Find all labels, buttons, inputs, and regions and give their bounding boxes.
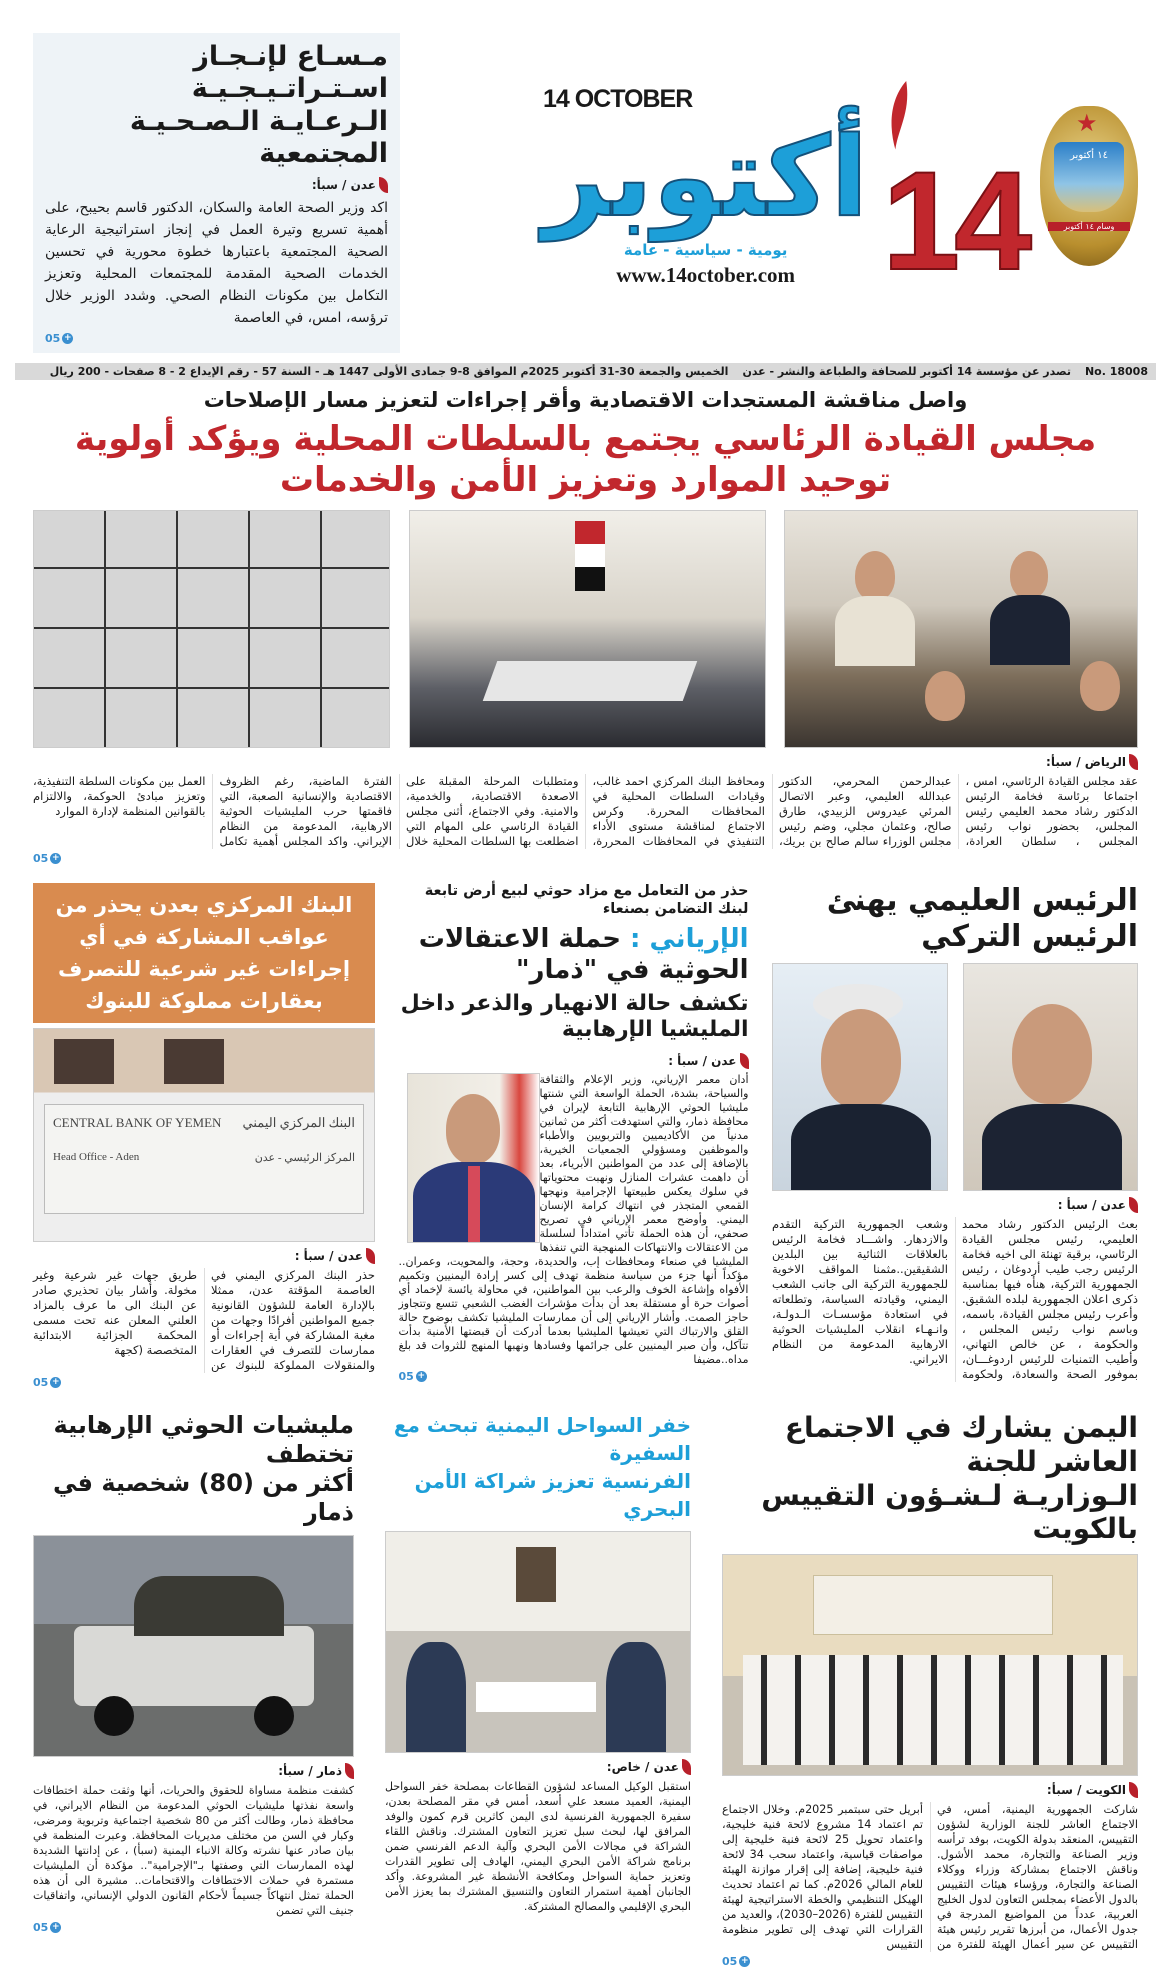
kuwait-story [722,1411,1138,1967]
header-row [33,20,1138,353]
alimi-story [772,883,1138,1382]
dhamar-headline [33,1411,354,1526]
dateline-text: عدن / خاص: [606,1760,679,1775]
bank-continued-link[interactable] [33,1376,375,1389]
top-story-headline-1: مـسـاع لإنـجـاز اسـتـراتـيـجـيـة [191,41,388,105]
publisher: تصدر عن مؤسسة 14 أكتوبر للصحافة والطباعة والنشر - عدن [742,364,1071,378]
dateline-text: الرياض / سبأ: [1046,755,1126,770]
plus-icon: + [52,853,60,864]
lead-photo-council [784,510,1138,748]
top-story-dateline [45,177,388,193]
headline-name: الإرياني : [630,924,749,955]
dhamar-dateline [33,1763,354,1779]
eryani-headline-1 [399,924,749,986]
logo-number: 14 [882,142,1026,300]
sign-english: CENTRAL BANK OF YEMEN [53,1115,222,1131]
alimi-photos [772,963,1138,1191]
headline-line: مليشيات الحوثي الإرهابية تختطف [53,1411,354,1469]
dateline-text: الكويت / سبأ: [1046,1782,1126,1797]
alimi-body: بعث الرئيس الدكتور رشاد محمد العليمي، رئيس مجلس القيادة الرئاسي، برقية تهنئة الى اخيه فخامة الرئيس رجب طيب أردوغان ، رئيس الجمهورية التركية، هنأه فيها بمناسبة ذكرى اعلان الجمهورية لبلده الشقيق. وأعرب رئيس مجلس القيادة، باسمه، وباسم نواب رئيس المجلس ، والحكومة ، عن خالص التهاني، وأطيب التمنيات للرئيس اردوغـــان، بموفور الصحة والسعادة، ولحكومة وشعب الجمهورية التركية التقدم والازدهار. واشـــاد فخامة الرئيس بالعلاقات الثنائية بين البلدين الشقيقين..مثمنا المواقف الاخوية للجمهورية التركية الى جانب الشعب اليمني، وقيادته السياسة، وتطلعاته في استعادة مؤسسـات الـدولـة، وانـهـاء انقلاب المليشيات الحوثية الارهابية المدعومة من النظام الايراني. [772,1217,1138,1382]
kuwait-continued-link[interactable] [722,1955,1138,1968]
dateline-text: عدن / سبأ : [1057,1198,1126,1213]
badge-text: ١٤ أكتوبر [1070,150,1108,162]
bank-sign [44,1104,364,1214]
bank-story [33,883,375,1389]
lead-photos [33,510,1138,748]
page-ref: 05 [33,1376,49,1390]
coastguard-dateline [385,1759,691,1775]
kuwait-headline [722,1411,1138,1545]
quill-icon [366,1248,375,1264]
photo-houthi-vehicle [33,1535,354,1757]
quill-icon [379,177,388,193]
dateline-text: عدن / سبأ: [311,177,376,192]
quill-icon [1129,1782,1138,1798]
dateline-text: عدن / سبأ : [294,1249,363,1264]
photo-eryani [407,1073,540,1243]
continued-link[interactable] [45,332,388,345]
page-ref: 05 [33,1920,49,1934]
coastguard-headline [385,1411,691,1523]
headline-line: أكثر من (80) شخصية في ذمار [52,1468,354,1526]
lead-photo-meeting [409,510,766,748]
issue-number: No. 18008 [1084,364,1148,378]
photo-erdogan [772,963,948,1191]
top-story-headline-2: الـرعـايـة الـصـحـيـة المجتمعية [129,105,388,170]
badge-ribbon: وسام ١٤ أكتوبر [1048,222,1130,231]
headline-line: خفر السواحل اليمنية تبحث مع السفيرة [393,1413,691,1466]
photo-alimi [963,963,1138,1191]
kuwait-dateline [722,1782,1138,1798]
eryani-body-wrap [399,1073,749,1367]
kuwait-body: شاركت الجمهورية اليمنية، أمس، في الاجتماع العاشر للجنة الوزارية لشؤون التقييس، المنعقد بدولة الكويت، بوفد ترأسه وزير الصناعة والتجارة، محمد الأشول. وناقش الاجتماع بمشاركة وزراء ووكلاء الصناعة والتجارة، ورؤساء هيئات التقييس بالدول الأعضاء بمجلس التعاون لدول الخليج العربية، عدداً من المواضيع المدرجة في جدول الأعمال، من أبرزها تقرير رئيس هيئة التقييس عن سير أعمال الهيئة للفترة من أبريل حتى سبتمبر 2025م. وخلال الاجتماع تم اعتماد 14 مشروع لائحة فنية خليجية، واعتماد تحويل 25 لائحة فنية خليجية إلى مواصفات قياسية، واعتماد سحب 34 لائحة فنية خليجية، إضافة إلى إقرار موازنة الهيئة للعام المالي 2026م. كما تم اعتماد تحديث الهيكل التنظيمي والخطة الاستراتيجية لهيئة التقييس للفترة (2026–2030)، والعديد من القرارات التي تهدف إلى تطوير منظومة التقييس [722,1802,1138,1951]
quill-icon [345,1763,354,1779]
eryani-body: أدان معمر الإرياني، وزير الإعلام والثقافة والسياحة، بشدة، الحملة الواسعة التي شنتها مليشيا الحوثي الإرهابية التابعة لإيران في محافظة ذمار، والتي استهدفت أكثر من ثمانين مدنياً من الأكاديميين والتربويين والأطباء والموظفين ومسؤولي الجمعيات الخيرية، بالإضافة إلى عدد من المواطنين الأبرياء، بعد أن داهمت عشرات المنازل ونهبت محتوياتها في سلوك يعكس طبيعتها الإجرامية ونهجها القمعي المتجذر في انتهاك كرامة الإنسان اليمني. وأوضح معمر الإرياني في تصريح صحفي، أن هذه الحملة تأتي امتداداً لسلسلة من الاعتقالات والانتهاكات المنهجية التي تنفذها المليشيا في صنعاء ومحافظات إب، والحديدة، وحجة، والمحويت، وعمران.. مؤكداً أنها جزء من سياسة منظمة تهدف إلى كسر إرادة اليمنيين وتكميم الأفواه وإشاعة الخوف والرعب بين المواطنين، في محاولة يائسة لإخماد أي أصوات حرة أو مستقلة بعد أن بدأت مؤشرات الغضب الشعبي تتسع وتتجاوز حاجز الصمت. وأشار الإرياني إلى أن ممارسات المليشيا تكشف بوضوح حالة القلق والارتباك التي تعيشها المليشيا بعدما أدركت أن قبضتها الأمنية بدأت تتآكل، وأن صبر اليمنيين على جرائمها وفسادها ونهبها المنهج للثروات قد بلغ مداه..مضيفا [398,1073,749,1367]
lead-continued-link[interactable] [33,852,1138,865]
top-story-body: اكد وزير الصحة العامة والسكان، الدكتور قاسم بحيبح، على أهمية تسريع وتيرة العمل في إنجاز استراتيجية الرعاية الصحية المجتمعية باعتبارها خطوة محورية في تحسين الخدمات الصحية المقدمة للمجتمعات المحلية وتعزيز التكامل بين مكونات النظام الصحي. وشدد الوزير خلال ترؤسه، امس، في العاصمة [45,199,388,326]
dateline-text: عدن / سبأ : [668,1054,737,1069]
lead-body: عقد مجلس القيادة الرئاسي، امس ، اجتماعا برئاسة فخامة الرئيس الدكتور رشاد محمد العليمي رئيس المجلس، بحضور نواب رئيس المجلس ، سلطان العرادة، عبدالرحمن المحرمي، الدكتور عبدالله العليمي، وعبر الاتصال المرئي عيدروس الزبيدي، طارق صالح، وعثمان مجلي، وضم رئيس مجلس الوزراء سالم صالح بن بريك، ومحافظ البنك المركزي احمد غالب، وقيادات السلطات المحلية في المحافظات المحررة. وكرس الاجتماع لمناقشة مستوى الأداء التنفيذي في المحافظات المحررة، ومتطلبات المرحلة المقبلة على الاصعدة الاقتصادية، والخدمية، والامنية. وفي الاجتماع، أثنى مجلس القيادة الرئاسي على المهام التي اضطلعت بها السلطات المحلية خلال الفترة الماضية، رغم الظروف الاقتصادية والإنسانية الصعبة، التي فاقمتها حرب المليشيات الحوثية الارهابية، المدعومة من النظام الإيراني. واكد المجلس أهمية تكامل العمل بين مكونات السلطة التنفيذية، وتعزيز مبادئ الحوكمة، والالتزام بالقوانين المنظمة لإدارة الموارد [33,774,1138,849]
flame-icon [886,81,914,151]
badge-emblem [1040,106,1138,266]
bank-dateline [33,1248,375,1264]
plus-icon: + [417,1371,426,1382]
lead-kicker: واصل مناقشة المستجدات الاقتصادية وأقر إجراءات لتعزيز مسار الإصلاحات [203,387,968,412]
masthead-title-block [543,85,868,288]
sign-office-arabic: المركز الرئيسي - عدن [254,1152,355,1165]
title-english: 14 OCTOBER [542,85,693,114]
photo-kuwait-meeting [722,1554,1138,1776]
issue-date: الخميس والجمعة 30-31 أكتوبر 2025م الموافق 8-9 جمادى الأولى 1447 هـ - السنة 57 - رقم الإيداع 2 - 8 صفحات - 200 ريال [49,364,729,378]
alimi-headline: الرئيس العليمي يهنئ الرئيس التركي [826,883,1138,955]
star-icon: ★ [1076,109,1098,138]
page-ref: 05 [33,852,49,866]
info-bar [15,363,1156,380]
lead-photo-video-call [33,510,390,748]
page-ref: 05 [722,1954,738,1968]
badge-shield [1054,142,1124,212]
photo-central-bank [33,1028,375,1242]
sign-office-english: Head Office - Aden [53,1151,140,1164]
third-section [33,1411,1138,1967]
plus-icon: + [741,1955,749,1966]
bank-body: حذر البنك المركزي اليمني في العاصمة المؤقتة عدن، ممثلا بالإدارة العامة للشؤون القانونية جميع المواطنين أفرادًا وجهات من مغبة المشاركة في أية إجراءات أو ممارسات للتصرف في العقارات والمنقولات المملوكة للبنوك عن طريق جهات غير شرعية وغير مخولة. وأشار بيان تحذيري صادر عن البنك الى ما عرف بالمزاد العلني المعلن عنه تحت مسمى المحكمة الجزائية الابتدائية المتخصصة (كجهة [33,1268,375,1373]
lead-dateline [33,754,1138,770]
eryani-story [399,883,749,1383]
plus-icon: + [64,332,72,343]
dhamar-body: كشفت منظمة مساواة للحقوق والحريات، أنها وثقت حملة اختطافات واسعة نفذتها مليشيات الحوثي المدعومة من النظام الايراني، في محافظة ذمار، وطالت أكثر من 80 شخصية اجتماعية وتربوية ومرضى، وكبار في السن من مختلف مديريات المحافظة. وعبرت المنظمة في بيان صادر عنها نشرته وكالة الانباء اليمنية (سبأ) ، عن إدانتها الشديدة لهذه الممارسات التي وصفتها بـ"الإجرامية".. مؤكدة أن المليشيات مستمرة في حملات الاختطافات والاقتحامات.. مشيرة الى أن هذه الحملة تمثل انتهاكاً جسيماً لأحكام القانون الدولي الإنساني، واتفاقيات جنيف التي تضمن [33,1783,354,1917]
eryani-kicker: حذر من التعامل مع مزاد حوثي لبيع أرض تابعة لبنك التضامن بصنعاء [424,883,749,917]
page-ref: 05 [398,1370,414,1384]
dhamar-continued-link[interactable] [33,1921,354,1934]
quill-icon [682,1759,691,1775]
masthead-number-block [882,81,1026,300]
masthead [418,81,1138,300]
dhamar-story [33,1411,354,1933]
top-story-box [33,33,400,353]
page-ref: 05 [45,331,61,345]
sign-arabic: البنك المركزي اليمني [242,1115,355,1131]
lead-headline: مجلس القيادة الرئاسي يجتمع بالسلطات المحلية ويؤكد أولوية توحيد الموارد وتعزيز الأمن والخدمات [74,418,1097,500]
website: www.14october.com [616,262,796,287]
photo-coastguard-meeting [385,1531,691,1753]
eryani-dateline [399,1053,749,1069]
headline-line: الـوزاريـة لـشـؤون التقييس بالكويت [761,1478,1138,1546]
quill-icon [1129,754,1138,770]
coastguard-body: استقبل الوكيل المساعد لشؤون القطاعات بمصلحة خفر السواحل اليمنية، العميد مسعد علي أسعد، أمس في مقر المصلحة بعدن، سفيرة الجمهورية الفرنسية لدى اليمن كاثرين قرم كمون والوفد المرافق لها، لبحث سبل تعزيز التعاون المشترك. وناقش اللقاء الشراكة في مجالات الأمن البحري وآلية الدعم الفرنسي ضمن برنامج شراكة الأمن البحري اليمني، الهادف إلى تطوير القدرات وتعزيز حماية السواحل ومكافحة الأنشطة غير المشروعة. وأكد الجانبان أهمية استمرار التعاون والتنسيق المشترك بما يعزز الأمن البحري الإقليمي والمصالح المشتركة. [385,1780,691,1914]
bank-headline: البنك المركزي بعدن يحذر من عواقب المشاركة في أي إجراءات غير شرعية للتصرف بعقارات مملوكة للبنوك [33,883,375,1023]
eryani-continued-link[interactable] [399,1370,749,1383]
dateline-text: ذمار / سبأ: [278,1763,342,1778]
eryani-headline-2: تكشف حالة الانهيار والذعر داخل المليشيا الإرهابية [400,990,749,1042]
headline-line: اليمن يشارك في الاجتماع العاشر للجنة [784,1411,1138,1478]
coastguard-story [385,1411,691,1914]
alimi-dateline [772,1197,1138,1213]
tagline: يومية - سياسية - عامة [623,240,788,259]
headline-line: الفرنسية تعزيز شراكة الأمن البحري [414,1469,691,1522]
plus-icon: + [52,1921,60,1932]
second-section [33,883,1138,1389]
title-arabic-logo: أكتوبر [542,113,869,242]
quill-icon [740,1053,749,1069]
quill-icon [1129,1197,1138,1213]
plus-icon: + [52,1377,60,1388]
headline-text: حملة الاعتقالات الحوثية في "ذمار" [418,924,749,986]
